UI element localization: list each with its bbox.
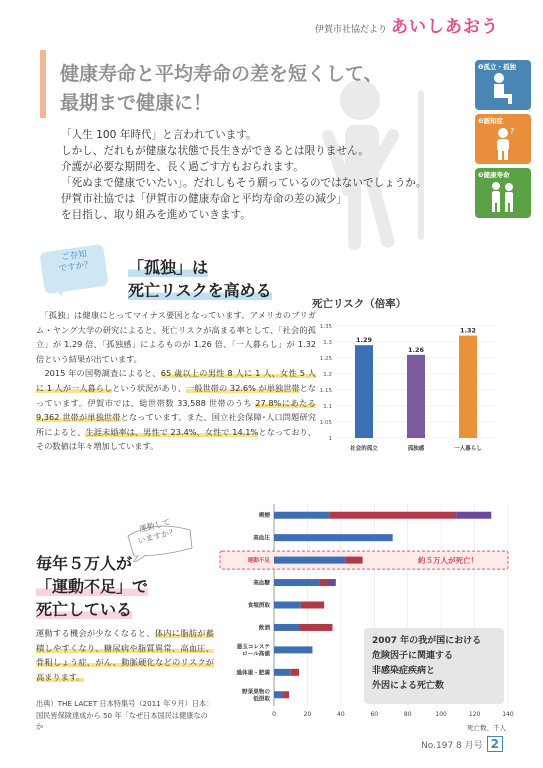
bar-segment	[274, 691, 282, 698]
data-label: 1.26	[407, 345, 425, 354]
chart-title: 死亡リスク（倍率）	[312, 298, 407, 310]
brand-logo: あいしあおう	[391, 17, 499, 37]
x-tick-label: 140	[502, 711, 514, 718]
x-tick-label: 100	[435, 711, 447, 718]
page-title-line1: 健康寿命と平均寿命の差を短くして、	[60, 63, 383, 85]
issue-number: No.197 8 月号	[421, 740, 483, 751]
brand-subtitle: 伊賀市社協だより	[314, 25, 387, 35]
y-tick-label: 高血糖	[253, 580, 270, 587]
category-label: ❶孤立・孤独	[478, 63, 517, 71]
intro-line: 介護が必要な期間を、長く過ごす方もおられます。	[61, 161, 304, 173]
walking-people-icon	[487, 180, 519, 214]
y-tick-label: 1.35	[319, 324, 332, 330]
y-tick-label: 1.05	[319, 420, 332, 426]
y-tick-label: ロール高値	[242, 651, 270, 658]
section2-title-line2: 「運動不足」で	[36, 577, 149, 596]
intro-line: しかし、だれもが健康な状態で長生きができるとは限りません。	[61, 145, 369, 157]
x-tick-label: 80	[403, 711, 412, 718]
section1-body	[36, 308, 316, 454]
section1-title-line1: 「孤独」は	[128, 258, 209, 277]
y-tick-label: 野菜果物の	[242, 689, 270, 696]
category-dementia	[475, 114, 531, 164]
x-axis-label: 死亡数、千人	[467, 724, 506, 732]
section2-body	[36, 626, 214, 684]
intro-line: 「人生 100 年時代」と言われています。	[61, 129, 257, 141]
y-tick-label: 1.15	[319, 388, 332, 394]
x-tick-label: 0	[272, 711, 276, 718]
bar-segment	[274, 557, 346, 564]
bar-segment	[346, 557, 363, 564]
section1-p2-text: となっています。伊賀市では、総世帯数 33,588 世帯のうち	[36, 382, 316, 408]
source-citation: 出典）THE LACET 日本特集号（2011 年９月）日本：国民皆保険達成から 50 年「なぜ日本国民は健康なのか	[36, 699, 214, 731]
callout-line: 2007 年の我が国における	[372, 636, 482, 646]
y-tick-label: 高血圧	[253, 535, 270, 542]
section1-p2-highlight: 生涯未婚率は、男性で 23.4%、女性で 14.1%	[85, 426, 259, 437]
mortality-risk-chart-svg	[312, 310, 502, 456]
x-tick-label: 20	[303, 711, 312, 718]
x-tick-label: 一人暮らし	[454, 446, 482, 452]
section2-title-line3: 死亡している	[36, 600, 133, 619]
section1-p2-highlight: 27.8%にあたる 9,362 世帯が単独世帯	[36, 397, 316, 423]
section1-p2-highlight: 一般世帯の 32.6% が単独世帯	[186, 382, 300, 393]
intro-line: 「死ぬまで健康でいたい」。だれしもそう願っているのではないでしょうか。	[61, 177, 427, 189]
exercise-bubble-text: 運動して いますか？	[136, 517, 178, 546]
header-brand	[315, 12, 499, 37]
bubble-tail	[54, 285, 67, 297]
chart-callout-box	[364, 628, 504, 704]
bar	[459, 336, 477, 438]
y-tick-label: 運動不足	[247, 558, 270, 565]
section1-title-line2: 死亡リスクを高める	[128, 281, 272, 300]
section2-title	[36, 552, 148, 621]
x-tick-label: 120	[468, 711, 481, 718]
bar-segment	[456, 512, 491, 519]
x-tick-label: 孤独感	[407, 446, 425, 452]
highlight-annotation: 約５万人が死亡！	[418, 556, 478, 566]
bar-segment	[274, 624, 299, 631]
category-label: ❷認知症	[478, 117, 504, 125]
bar-segment	[282, 691, 289, 698]
bar-segment	[291, 669, 299, 676]
y-tick-label: 1.3	[323, 340, 332, 346]
intro-line: を目指し、取り組みを進めていきます。	[61, 209, 251, 221]
y-tick-label: 1	[328, 436, 332, 442]
svg-text:?: ?	[510, 127, 515, 136]
title-accent-bar	[40, 50, 46, 118]
section1-title	[128, 256, 272, 302]
category-healthy-life	[475, 168, 531, 218]
bar-segment	[329, 512, 456, 519]
bar-segment	[327, 579, 335, 586]
sitting-person-icon	[487, 72, 519, 106]
y-tick-label: 1.1	[323, 404, 332, 410]
callout-line: 非感染症疾病と	[372, 666, 436, 676]
data-label: 1.29	[355, 336, 373, 345]
death-factor-chart-svg	[218, 500, 518, 740]
category-isolation	[475, 60, 531, 110]
intro-line: 伊賀市社協では「伊賀市の健康寿命と平均寿命の差の減少」	[61, 193, 348, 205]
intro-text	[61, 127, 441, 223]
bar-segment	[319, 579, 327, 586]
callout-line: 外因による死亡数	[372, 681, 445, 691]
bar-segment	[274, 646, 312, 653]
bar-segment	[274, 534, 393, 541]
bar-segment	[274, 512, 329, 519]
bar-segment	[274, 669, 291, 676]
bar-segment	[301, 602, 324, 609]
y-tick-label: 食塩摂取	[247, 603, 270, 609]
section1-p2-text: 2015 年の国勢調査によると、	[44, 368, 161, 379]
page-title	[60, 60, 460, 118]
page-title-line2: 最期まで健康に！	[60, 92, 213, 114]
section1-p2-text: となっており、その数値は年々増加しています。	[36, 426, 316, 452]
category-list	[475, 60, 531, 218]
mortality-risk-chart	[312, 296, 502, 452]
did-you-know-text: ご存知 ですか？	[58, 249, 94, 275]
section1-p1-text: 「孤独」は健康にとってマイナス要因となっています。アメリカのブリガム・ヤング大学の研究によると、死亡リスクが高まる率として、「社会的孤立」が 1.29 倍、「孤独感」によるものが 1.26 倍、「一人暮らし」が 1.32 倍という結果が出ています。	[36, 310, 316, 364]
callout-line: 危険因子に関連する	[372, 651, 454, 661]
y-tick-label: 悪玉コレステ	[236, 644, 270, 651]
y-tick-label: 過体重・肥満	[236, 670, 270, 677]
y-tick-label: 喫煙	[258, 513, 270, 520]
bar	[407, 355, 425, 438]
category-label: ❸健康寿命	[478, 171, 510, 179]
bar-segment	[299, 624, 332, 631]
x-tick-label: 60	[370, 711, 379, 718]
y-tick-label: 1.2	[323, 372, 332, 378]
page-number: 2	[487, 736, 503, 752]
section1-p2-text: という状況があり、	[112, 382, 187, 393]
death-factor-chart	[218, 500, 518, 740]
bar-segment	[274, 579, 319, 586]
section2-title-line1: 毎年５万人が	[36, 554, 133, 573]
section1-paragraph2	[36, 366, 316, 454]
thinking-person-icon	[487, 126, 519, 160]
x-tick-label: 40	[337, 711, 345, 718]
y-tick-label: 低摂取	[253, 696, 270, 703]
section1-paragraph1	[36, 308, 316, 366]
section1-p2-text: となっています。また、国立社会保障･人口問題研究所によると、	[36, 412, 316, 437]
section2-highlight: 体内に脂肪が蓄積しやすくなり、糖尿病や脂質異常、高血圧、骨粗しょう症、がん、動脈硬化などのリスクが高まります。	[36, 628, 214, 682]
bar	[355, 345, 373, 438]
page-footer	[421, 736, 503, 752]
data-label: 1.32	[459, 326, 477, 335]
bar-segment	[274, 602, 301, 609]
y-tick-label: 1.25	[319, 356, 332, 362]
x-tick-label: 社会的孤立	[350, 446, 378, 452]
section2-text: 運動する機会が少なくなると、	[36, 628, 155, 638]
y-tick-label: 飲酒	[258, 625, 270, 632]
section1-p2-highlight: 65 歳以上の男性 8 人に 1 人、女性 5 人に 1 人が一人暮らし	[36, 368, 316, 393]
